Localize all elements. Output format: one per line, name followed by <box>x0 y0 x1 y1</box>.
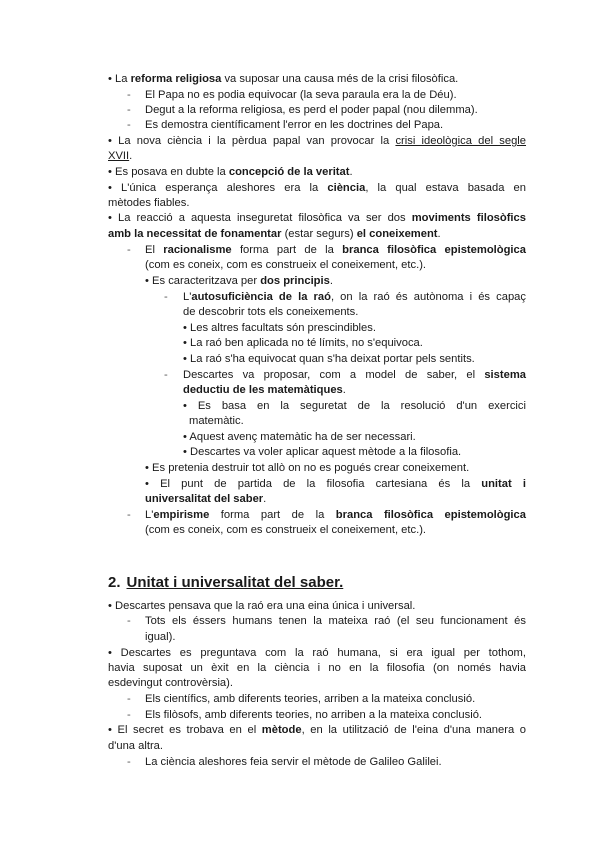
dash-marker: - <box>127 693 131 705</box>
bullet-line-cont: d'una altra. <box>108 740 164 752</box>
section-title: Unitat i universalitat del saber. <box>126 574 344 591</box>
sub-line: El racionalisme forma part de la branca filosòfica epistemològica <box>145 244 526 256</box>
sub-line: L'empirisme forma part de la branca filosòfica epistemològica <box>145 509 526 521</box>
dash-marker: - <box>127 756 131 768</box>
bullet-line: • El punt de partida de la filosofia cartesiana és la unitat i <box>145 478 526 490</box>
sub-line-cont: (com es coneix, com es construeix el coneixement, etc.). <box>145 259 427 271</box>
dash-marker: - <box>127 709 131 721</box>
sub-line: Els filòsofs, amb diferents teories, no arriben a la mateixa conclusió. <box>145 709 483 721</box>
bullet-line-cont: havia suposat un èxit en la ciència i no en la filosofia (on només havia <box>108 662 526 674</box>
dash-marker: - <box>127 89 131 101</box>
dash-marker: - <box>127 244 131 256</box>
sub-line-cont: de descobrir tots els coneixements. <box>183 306 359 318</box>
dash-marker: - <box>127 615 131 627</box>
section-number: 2. <box>108 574 121 591</box>
bullet-line: • La raó s'ha equivocat quan s'ha deixat portar pels sentits. <box>183 353 475 365</box>
bullet-line-cont: XVII. <box>108 150 133 162</box>
bullet-line: • La reforma religiosa va suposar una causa més de la crisi filosòfica. <box>108 73 459 85</box>
sub-line-cont: igual). <box>145 631 176 643</box>
bullet-line: • Es basa en la seguretat de la resolució d'un exercici <box>183 400 526 412</box>
bullet-line: • Descartes pensava que la raó era una eina única i universal. <box>108 600 416 612</box>
sub-line: Es demostra científicament l'error en les doctrines del Papa. <box>145 119 444 131</box>
bullet-line: • L'única esperança aleshores era la ciència, la qual estava basada en <box>108 182 526 194</box>
sub-line: Els científics, amb diferents teories, arriben a la mateixa conclusió. <box>145 693 476 705</box>
bullet-line: • El secret es trobava en el mètode, en la utilització de l'eina d'una manera o <box>108 724 526 736</box>
bullet-line: • Descartes es preguntava com la raó humana, si era igual per tothom, <box>108 647 526 659</box>
sub-line: La ciència aleshores feia servir el mètode de Galileo Galilei. <box>145 756 442 768</box>
bullet-line-cont: amb la necessitat de fonamentar (estar segurs) el coneixement. <box>108 228 441 240</box>
dash-marker: - <box>127 104 131 116</box>
sub-line-cont: (com es coneix, com es construeix el coneixement, etc.). <box>145 524 427 536</box>
bullet-line: • Es pretenia destruir tot allò on no es pogués crear coneixement. <box>145 462 470 474</box>
dash-marker: - <box>127 509 131 521</box>
sub-line: Descartes va proposar, com a model de saber, el sistema <box>183 369 526 381</box>
bullet-line-cont: matemàtic. <box>189 415 244 427</box>
bullet-line: • Es caracteritzava per dos principis. <box>145 275 333 287</box>
bullet-line: • Descartes va voler aplicar aquest mètode a la filosofia. <box>183 446 462 458</box>
dash-marker: - <box>164 291 168 303</box>
section-heading <box>108 574 343 592</box>
sub-line: El Papa no es podia equivocar (la seva paraula era la de Déu). <box>145 89 457 101</box>
bullet-line: • La reacció a aquesta inseguretat filosòfica va ser dos moviments filosòfics <box>108 212 526 224</box>
dash-marker: - <box>164 369 168 381</box>
dash-marker: - <box>127 119 131 131</box>
sub-line: Tots els éssers humans tenen la mateixa raó (el seu funcionament és <box>145 615 526 627</box>
bullet-line: • Es posava en dubte la concepció de la veritat. <box>108 166 353 178</box>
bullet-line-cont: mètodes fiables. <box>108 197 190 209</box>
bullet-line: • Les altres facultats són prescindibles. <box>183 322 376 334</box>
sub-line-cont: deductiu de les matemàtiques. <box>183 384 346 396</box>
bullet-line: • Aquest avenç matemàtic ha de ser necessari. <box>183 431 416 443</box>
bullet-line-cont: esdevingut controvèrsia). <box>108 677 233 689</box>
sub-line: L'autosuficiència de la raó, on la raó és autònoma i és capaç <box>183 291 526 303</box>
bullet-line: • La raó ben aplicada no té límits, no s'equivoca. <box>183 337 423 349</box>
bullet-line: • La nova ciència i la pèrdua papal van provocar la crisi ideològica del segle <box>108 135 527 147</box>
bullet-line-cont: universalitat del saber. <box>145 493 267 505</box>
sub-line: Degut a la reforma religiosa, es perd el poder papal (nou dilemma). <box>145 104 478 116</box>
